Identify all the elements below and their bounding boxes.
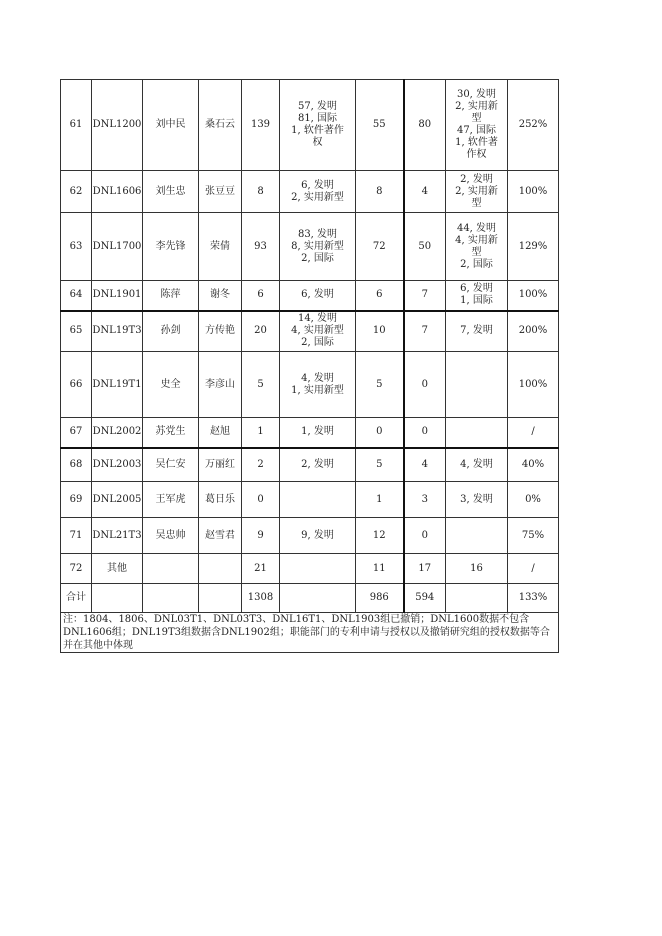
cell-ratio: 75% [508,518,559,554]
cell-contact: 李彦山 [199,352,242,418]
cell-granted-detail [446,352,508,418]
cell-leader: 刘生忠 [143,171,199,213]
cell-code: DNL19T1 [92,352,143,418]
cell-contact: 桑石云 [199,80,242,171]
total-row [61,584,559,613]
cell-col6: 6 [356,281,404,311]
cell-col6: 55 [356,80,404,171]
cell-ratio: 100% [508,281,559,311]
cell-applied-detail: 9, 发明 [280,518,356,554]
cell-granted-detail: 2, 发明 2, 实用新 型 [446,171,508,213]
cell-applied: 5 [242,352,280,418]
total-empty [143,584,199,613]
total-applied: 1308 [242,584,280,613]
cell-applied-detail: 57, 发明 81, 国际 1, 软件著作 权 [280,80,356,171]
cell-idx: 65 [61,311,92,352]
table-row [61,80,559,171]
cell-ratio: 129% [508,213,559,281]
cell-idx: 61 [61,80,92,171]
cell-code: DNL2002 [92,418,143,448]
cell-granted-detail: 3, 发明 [446,482,508,518]
cell-code: DNL1606 [92,171,143,213]
cell-col6: 12 [356,518,404,554]
total-col6: 986 [356,584,404,613]
cell-code: DNL2005 [92,482,143,518]
cell-code: 其他 [92,554,143,584]
cell-granted: 0 [404,418,446,448]
cell-idx: 72 [61,554,92,584]
cell-granted: 80 [404,80,446,171]
cell-ratio: 40% [508,448,559,482]
cell-leader: 孙剑 [143,311,199,352]
cell-granted: 50 [404,213,446,281]
cell-leader: 吴忠帅 [143,518,199,554]
table-row [61,171,559,213]
cell-leader: 刘中民 [143,80,199,171]
cell-granted: 7 [404,281,446,311]
cell-ratio: / [508,418,559,448]
cell-granted-detail [446,418,508,448]
table-note: 注：1804、1806、DNL03T1、DNL03T3、DNL16T1、DNL1903组已撤销；DNL1600数据不包含DNL1606组；DNL19T3组数据含DNL1902组；职能部门的专利申请与授权以及撤销研究组的授权数据等合并在其他中体现 [61,613,559,653]
cell-code: DNL21T3 [92,518,143,554]
cell-granted: 4 [404,448,446,482]
cell-granted-detail: 4, 发明 [446,448,508,482]
cell-granted-detail: 30, 发明 2, 实用新 型 47, 国际 1, 软件著 作权 [446,80,508,171]
cell-col6: 10 [356,311,404,352]
cell-contact: 万丽红 [199,448,242,482]
table-row [61,482,559,518]
cell-applied: 93 [242,213,280,281]
cell-code: DNL1200 [92,80,143,171]
cell-ratio: 100% [508,171,559,213]
cell-contact [199,554,242,584]
cell-granted: 17 [404,554,446,584]
table-row [61,554,559,584]
cell-contact: 张豆豆 [199,171,242,213]
cell-applied: 8 [242,171,280,213]
table-row [61,311,559,352]
cell-granted: 7 [404,311,446,352]
cell-applied: 0 [242,482,280,518]
cell-ratio: 100% [508,352,559,418]
cell-code: DNL1901 [92,281,143,311]
cell-col6: 72 [356,213,404,281]
cell-applied-detail: 6, 发明 2, 实用新型 [280,171,356,213]
cell-col6: 8 [356,171,404,213]
total-granted: 594 [404,584,446,613]
cell-granted: 0 [404,352,446,418]
cell-ratio: 252% [508,80,559,171]
cell-contact: 赵旭 [199,418,242,448]
cell-idx: 66 [61,352,92,418]
cell-granted-detail: 6, 发明 1, 国际 [446,281,508,311]
cell-applied-detail [280,482,356,518]
cell-code: DNL19T3 [92,311,143,352]
table-row [61,213,559,281]
cell-leader: 苏党生 [143,418,199,448]
cell-contact: 荣倩 [199,213,242,281]
cell-applied: 1 [242,418,280,448]
cell-applied: 9 [242,518,280,554]
cell-col6: 0 [356,418,404,448]
cell-applied: 21 [242,554,280,584]
total-empty [446,584,508,613]
cell-applied-detail: 2, 发明 [280,448,356,482]
total-empty [199,584,242,613]
cell-code: DNL2003 [92,448,143,482]
cell-applied: 139 [242,80,280,171]
cell-col6: 11 [356,554,404,584]
note-row [61,613,559,653]
table-row [61,418,559,448]
cell-leader: 吴仁安 [143,448,199,482]
cell-col6: 5 [356,448,404,482]
cell-idx: 68 [61,448,92,482]
cell-applied: 6 [242,281,280,311]
cell-leader [143,554,199,584]
cell-applied: 2 [242,448,280,482]
cell-contact: 葛日乐 [199,482,242,518]
cell-granted: 3 [404,482,446,518]
cell-ratio: 0% [508,482,559,518]
cell-col6: 5 [356,352,404,418]
cell-idx: 71 [61,518,92,554]
cell-applied-detail: 4, 发明 1, 实用新型 [280,352,356,418]
total-ratio: 133% [508,584,559,613]
cell-applied-detail: 6, 发明 [280,281,356,311]
total-label: 合计 [61,584,92,613]
cell-ratio: 200% [508,311,559,352]
cell-code: DNL1700 [92,213,143,281]
cell-contact: 谢冬 [199,281,242,311]
cell-granted-detail: 16 [446,554,508,584]
cell-leader: 史全 [143,352,199,418]
cell-col6: 1 [356,482,404,518]
patent-statistics-table [60,79,559,653]
cell-granted-detail: 44, 发明 4, 实用新 型 2, 国际 [446,213,508,281]
cell-applied-detail: 14, 发明 4, 实用新型 2, 国际 [280,311,356,352]
cell-idx: 64 [61,281,92,311]
cell-applied-detail: 83, 发明 8, 实用新型 2, 国际 [280,213,356,281]
cell-contact: 赵雪君 [199,518,242,554]
total-empty [92,584,143,613]
cell-leader: 李先锋 [143,213,199,281]
cell-granted-detail [446,518,508,554]
cell-idx: 67 [61,418,92,448]
cell-leader: 王军虎 [143,482,199,518]
cell-applied: 20 [242,311,280,352]
cell-granted: 0 [404,518,446,554]
table-body [61,80,559,584]
cell-applied-detail [280,554,356,584]
cell-granted-detail: 7, 发明 [446,311,508,352]
table-row [61,518,559,554]
cell-idx: 69 [61,482,92,518]
cell-ratio: / [508,554,559,584]
table-row [61,281,559,311]
cell-leader: 陈萍 [143,281,199,311]
table-row [61,352,559,418]
cell-contact: 方传艳 [199,311,242,352]
cell-granted: 4 [404,171,446,213]
cell-idx: 63 [61,213,92,281]
table-row [61,448,559,482]
cell-applied-detail: 1, 发明 [280,418,356,448]
cell-idx: 62 [61,171,92,213]
total-empty [280,584,356,613]
